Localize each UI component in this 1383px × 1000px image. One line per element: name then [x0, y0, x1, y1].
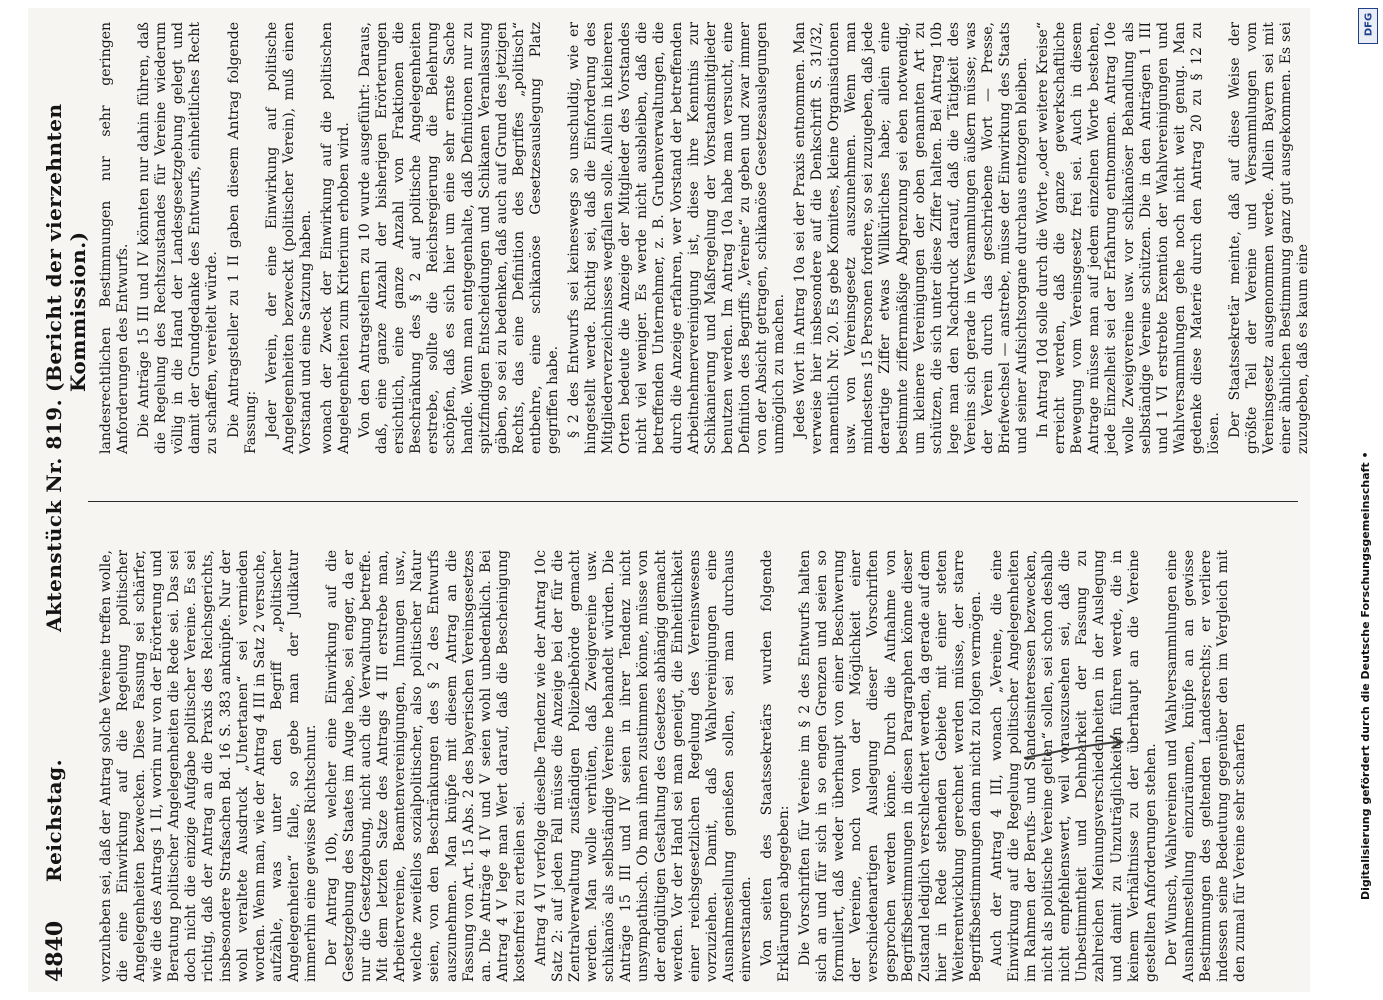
running-title: Reichstag. [42, 758, 66, 882]
paragraph: Die Antragsteller zu 1 II gaben diesem Antrag folgende Fassung: [225, 22, 259, 454]
page-number: 4840 [42, 920, 68, 982]
paragraph: Von seiten des Staatssekretärs wurden folgende Erklärungen abgegeben: [758, 550, 793, 982]
paragraph: Der Antrag 10b, welcher eine Einwirkung auf die Gesetzgebung des Staates im Auge habe, sei enger, da er nur die Gesetzgebung, nicht auch die Verwaltung betreffe. Mit dem letzten Satze des Antrags 4 III erstrebe man, Arbeitervereine, Beamtenvereinigungen, Innungen usw., welche zweifellos sozialpolitischer, also politischer Natur seien, von den Beschränkungen des § 2 des Entwurfs auszunehmen. Man knüpfe mit diesem Antrag an die Fassung von Art. 15 Abs. 2 des bayerischen Vereinsgesetzes an. Die Anträge 4 IV und V seien wohl unbedenklich. Bei Antrag 4 V lege man Wert darauf, daß die Bescheinigung kostenfrei zu erteilen sei. [324, 550, 528, 982]
document-reference: Aktenstück Nr. 819. [42, 398, 66, 632]
margin-arrow-annotation [1018, 728, 1138, 768]
page-header [28, 8, 90, 992]
paragraph: vorzuheben sei, daß der Antrag solche Vereine treffen wolle, die eine Einwirkung auf die Regelung politischer Angelegenheiten bezwecken. Diese Fassung sei schärfer, wie die des Antrags 1 II, worin nur von der Erörterung und Beratung politischer Angelegenheiten die Rede sei. Das sei doch nicht die einzige Aufgabe politischer Vereine. Es sei richtig, daß der Antrag an die Praxis des Reichsgerichts, insbesondere Strafsachen Bd. 16 S. 383 anknüpfe. Nur der wohl veraltete Ausdruck „Untertanen“ sei vermieden worden. Wenn man, wie der Antrag 4 III in Satz 2 versuche, aufzähle, was unter den Begriff „politischer Angelegenheiten“ falle, so gebe man der Judikatur immerhin eine gewisse Richtschnur. [98, 550, 319, 982]
paragraph: Der Wunsch, Wahlvereinen und Wahlversammlungen eine Ausnahmestellung einzuräumen, knüpfe an an gewisse Bestimmungen des geltenden Landesrechts; er verliere indessen seine Bedeutung gegenüber den im Vergleich mit den zumal für Vereine sehr scharfen [1163, 550, 1249, 982]
paragraph: landesrechtlichen Bestimmungen nur sehr geringen Anforderungen des Entwurfs. [98, 22, 132, 454]
scanned-page [28, 8, 1310, 992]
paragraph: Von den Antragstellern zu 10 wurde ausgeführt: Daraus, daß, eine ganze Anzahl der bisherigen Erörterungen ersichtlich, eine ganze Anzahl von Fraktionen die Beschränkung des § 2 auf politische Angelegenheiten erstrebe, sollte die Reichsregierung die Belehrung schöpfen, daß es sich hier um eine sehr ernste Sache handle. Wenn man entgegenhalte, daß Definitionen nur zu spitzfindigen Entscheidungen und Schikanen Veranlassung gäben, so sei zu bedenken, daß auch auf Grund des jetzigen Rechts, das eine Definition des Begriffes „politisch“ entbehre, eine schikanöse Gesetzesauslegung Platz gegriffen habe. [357, 22, 561, 454]
paragraph: In Antrag 10d solle durch die Worte „oder weitere Kreise“ erreicht werden, daß die ganze gewerkschaftliche Bewegung vom Vereinsgesetz frei sei. Auch in diesem Antrage müsse man auf jedem einzelnen Worte bestehen, jede Einzelheit sei der Erfahrung entnommen. Antrag 10e wolle Zweigvereine usw. vor schikanöser Behandlung als selbständige Vereine schützen. Die in den Anträgen 1 III und 1 VI erstrebte Exemtion der Wahlvereinigungen und Wahlversammlungen gehe noch nicht weit genug. Man gedenke diese Materie durch den Antrag 20 zu § 12 zu lösen. [1035, 22, 1222, 454]
paragraph: Der Staatssekretär meinte, daß auf diese Weise der größte Teil der Vereine und Versammlungen vom Vereinsgesetz ausgenommen werde. Allein Bayern sei mit einer ähnlichen Bestimmung ganz gut ausgekommen. Es sei zuzugeben, daß es kaum eine [1227, 22, 1312, 454]
report-title: (Bericht der vierzehnten Kommission.) [42, 103, 90, 392]
right-column [98, 22, 1312, 454]
paragraph: wonach der Zweck der Einwirkung auf die politischen Angelegenheiten zum Kriterium erhoben wird. [318, 22, 353, 454]
paragraph: Jeder Verein, der eine Einwirkung auf politische Angelegenheiten bezweckt (politischer Verein), muß einen Vorstand und eine Satzung haben. [263, 22, 314, 454]
paragraph: Die Anträge 15 III und IV könnten nur dahin führen, daß die Regelung des Rechtszustandes für Vereine wiederum völlig in die Hand der Landesgesetzgebung gelegt und damit der Grundgedanke des Entwurfs, einheitliches Recht zu schaffen, vereitelt würde. [136, 22, 221, 454]
digitization-notice: Digitalisierung gefördert durch die Deutsche Forschungsgemeinschaft • [1359, 451, 1372, 900]
paragraph: Antrag 4 VI verfolge dieselbe Tendenz wie der Antrag 10c Satz 2: auf jeden Fall müsse die Anzeige bei der für die Zentralverwaltung zuständigen Polizeibehörde gemacht werden. Man wolle verhüten, daß Zweigvereine usw. schikanös als selbständige Vereine behandelt würden. Die Anträge 15 III und IV seien in ihrer Tendenz nicht unsympathisch. Ob man ihnen zustimmen könne, müsse von der endgültigen Gestaltung des Gesetzes abhängig gemacht werden. Vor der Hand sei man geneigt, die Einheitlichkeit einer reichsgesetzlichen Regelung des Vereinswesens vorzuziehen. Damit, daß Wahlvereinigungen eine Ausnahmestellung genießen sollen, sei man durchaus einverstanden. [532, 550, 754, 982]
paragraph: Die Vorschriften für Vereine im § 2 des Entwurfs halten sich an und für sich in so engen Grenzen und seien so formuliert, daß weder überhaupt von einer Beschwerung der Vereine, noch von der Möglichkeit einer verschiedenartigen Auslegung dieser Vorschriften gesprochen werden könne. Durch die Aufnahme von Begriffsbestimmungen in diesen Paragraphen könne dieser Zustand lediglich verschlechtert werden, da gerade auf dem hier in Rede stehenden Gebiete mit einer steten Weiterentwicklung gerechnet werden müsse, der starre Begriffsbestimmungen dann nicht zu folgen vermögen. [797, 550, 984, 982]
paragraph: § 2 des Entwurfs sei keineswegs so unschuldig, wie er hingestellt werde. Richtig sei, daß die Einforderung des Mitgliederverzeichnisses wegfallen solle. Allein in kleineren Orten bedeute die Anzeige der Mitglieder des Vorstandes nicht viel weniger. Es werde nicht ausbleiben, daß die betreffenden Unternehmer, z. B. Grubenverwaltungen, die durch die Anzeige erfahren, wer Vorstand der betreffenden Arbeitnehmervereinigung ist, diese ihre Kenntnis zur Schikanierung und Maßregelung der Vorstandsmitglieder benutzen werden. Im Antrag 10a habe man versucht, eine Definition des Begriffs „Vereine“ zu geben und zwar immer von der Absicht getragen, schikanöse Gesetzesauslegungen unmöglich zu machen. [566, 22, 787, 454]
digitization-sidebar [1353, 0, 1383, 1000]
dfg-badge-label: DFG [1363, 12, 1375, 37]
paragraph: Auch der Antrag 4 III, wonach „Vereine, die eine Einwirkung auf die Regelung politischer Angelegenheiten im Rahmen der Berufs- und Standesinteressen bezwecken, nicht als politische Vereine gelten“ sollen, sei schon deshalb nicht empfehlenswert, weil vorauszusehen sei, daß die Unbestimmtheit und Dehnbarkeit der Fassung zu zahlreichen Meinungsverschiedenheiten in der Auslegung und damit zu Unzuträglichkeiten führen werde, die in keinem Verhältnisse zu der überhaupt an die Vereine gestellten Anforderungen stehen. [988, 550, 1159, 982]
paragraph: Jedes Wort in Antrag 10a sei der Praxis entnommen. Man verweise hier insbesondere auf die Denkschrift S. 31/32, namentlich Nr. 20. Es gebe Komitees, kleine Organisationen usw. von Vereinsgesetz auszunehmen. Wenn man mindestens 15 Personen fordere, so sei zuzugeben, daß jede derartige Ziffer etwas Willkürliches habe; allein eine bestimmte ziffernmäßige Abgrenzung sei eben notwendig, um kleinere Vereinigungen der oben genannten Art zu schützen, die sich unter diese Ziffer halten. Bei Antrag 10b lege man den Nachdruck darauf, daß die Tätigkeit des Vereins sich gerade in Versammlungen äußern müsse; was der Verein durch das geschriebene Wort — Presse, Briefwechsel — anstrebe, müsse der Einwirkung des Staats und seiner Aufsichtsorgane durchaus entzogen bleiben. [792, 22, 1031, 454]
column-divider [88, 501, 1298, 502]
rotated-page-content [28, 8, 1310, 992]
